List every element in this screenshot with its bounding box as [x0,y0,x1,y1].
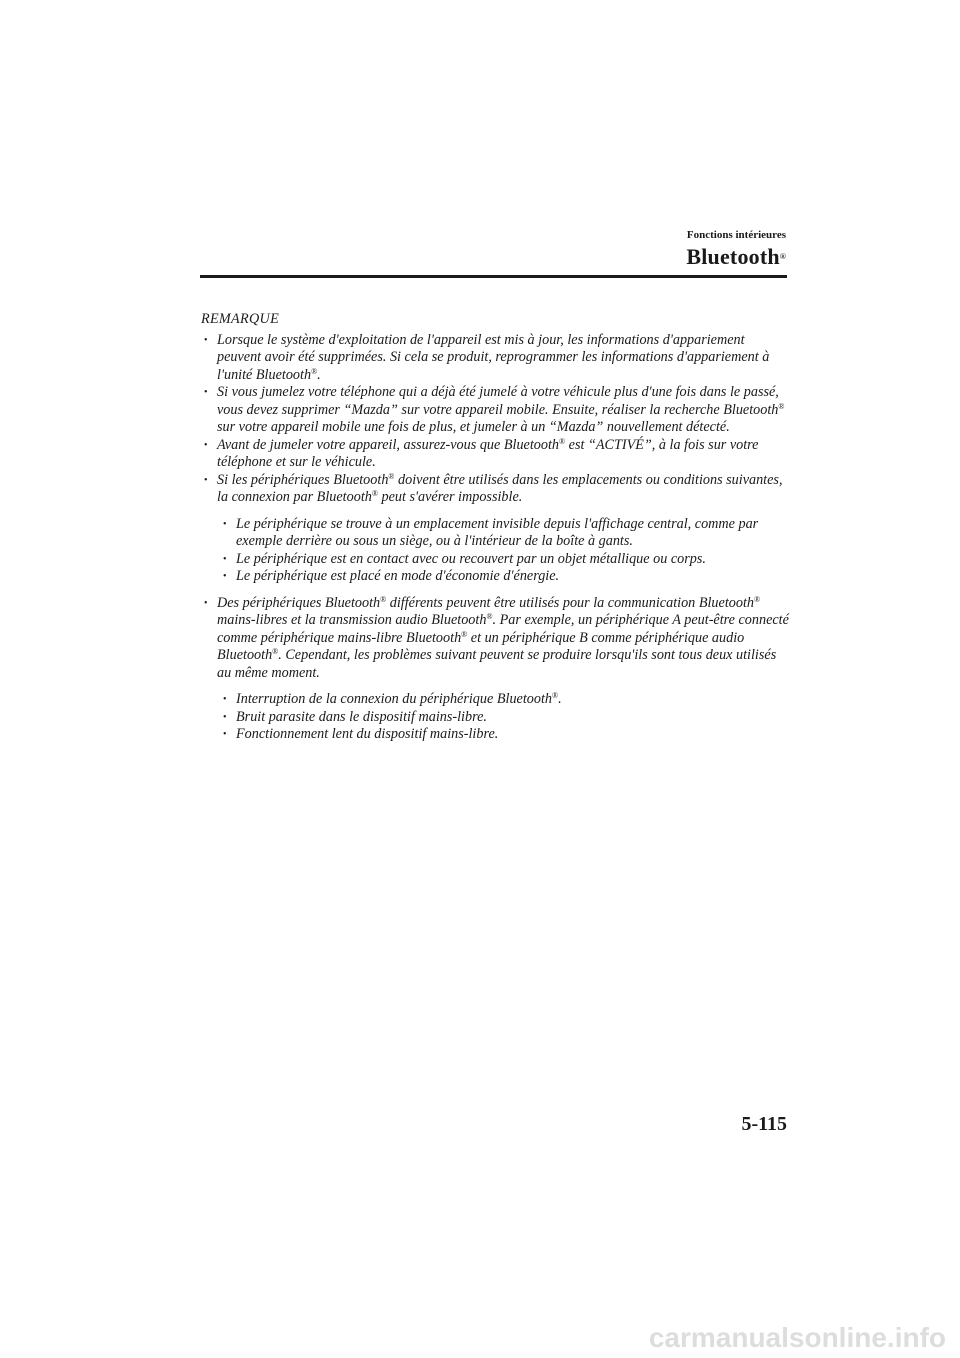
text-segment: . [558,691,562,707]
text-segment: Avant de jumeler votre appareil, assurez-vous que Bluetooth [217,436,560,453]
sub-bullet-item [201,709,791,727]
text-segment: Fonctionnement lent du dispositif mains-libre. [236,726,499,742]
registered-mark: ® [272,647,279,656]
text-segment: Le périphérique est en contact avec ou recouvert par un objet métallique ou corps. [236,550,706,567]
text-segment: Bruit parasite dans le dispositif mains-libre. [236,708,487,725]
registered-mark: ® [371,489,378,498]
text-segment: . Cependant, les problèmes suivant peuvent se produire lorsqu'ils sont tous deux utilisés au même moment. [217,647,777,681]
sub-bullet-list [201,516,791,586]
note-list [201,332,791,744]
text-segment: doivent être utilisés dans les emplacements ou conditions suivantes, la connexion par Bluetooth [217,471,783,505]
sub-bullet-item [201,691,791,709]
registered-mark: ® [778,401,785,411]
text-segment: et un périphérique B comme périphérique audio Bluetooth [217,629,745,663]
header-rule [200,275,787,278]
registered-mark: ® [552,691,559,700]
sub-bullet-item [201,726,791,744]
sub-list-container [201,691,791,744]
note-bullet-item [201,384,791,437]
text-segment: . Par exemple, un périphérique A peut-être connecté comme périphérique mains-libre Bluetooth [217,612,789,646]
sub-bullet-list [201,691,791,744]
text-segment: Le périphérique se trouve à un emplacement invisible depuis l'affichage central, comme par exemple derrière ou sous un siège, ou à l'intérieur de la boîte à gants. [236,515,759,549]
registered-mark: ® [461,629,468,639]
page-number: 5-115 [741,1113,787,1135]
note-heading: REMARQUE [201,311,280,327]
sub-list-container [201,516,791,586]
text-segment: Le périphérique est placé en mode d'économie d'énergie. [236,568,560,584]
registered-mark: ® [311,366,318,376]
text-segment: différents peuvent être utilisés pour la communication Bluetooth [386,594,754,611]
note-block [201,311,791,753]
registered-mark: ® [380,594,387,604]
text-segment: Si vous jumelez votre téléphone qui a déjà été jumelé à votre véhicule plus d'une fois dans le passé, vous devez supprimer “Mazda” sur votre appareil mobile. Ensuite, réaliser la recherche Bluetooth [217,384,779,418]
text-segment: mains-libres et la transmission audio Bluetooth [217,612,487,628]
note-bullet-item [201,472,791,507]
text-segment: est “ACTIVÉ”, à la fois sur votre téléphone et sur le véhicule. [217,436,759,470]
page-heading [0,244,786,270]
registered-mark: ® [388,471,395,481]
text-segment: sur votre appareil mobile une fois de plus, et jumeler à un “Mazda” nouvellement détecté. [217,419,730,435]
heading-text: Bluetooth [686,244,780,269]
registered-mark: ® [753,594,761,604]
text-segment: Interruption de la connexion du périphérique Bluetooth [236,691,553,707]
note-bullet-item [201,437,791,472]
registered-mark: ® [559,436,566,446]
text-segment: Si les périphériques Bluetooth [217,471,389,488]
text-segment: Lorsque le système d'exploitation de l'appareil est mis à jour, les informations d'appariement peuvent avoir été supprimées. Si cela se produit, reprogrammer les informations d'appariement à l'unité Bluetooth [217,331,770,383]
watermark: carmanualsonline.info [648,1322,946,1353]
text-segment: peut s'avérer impossible. [377,489,523,505]
sub-bullet-item [201,568,791,586]
text-segment: . [317,366,321,383]
note-bullet-item [201,332,791,385]
text-segment: Des périphériques Bluetooth [217,594,381,611]
note-bullet-item [201,595,791,683]
registered-mark: ® [779,252,786,261]
registered-mark: ® [486,612,493,621]
sub-bullet-item [201,516,791,551]
sub-bullet-item [201,551,791,569]
section-title: Fonctions intérieures [686,229,786,241]
